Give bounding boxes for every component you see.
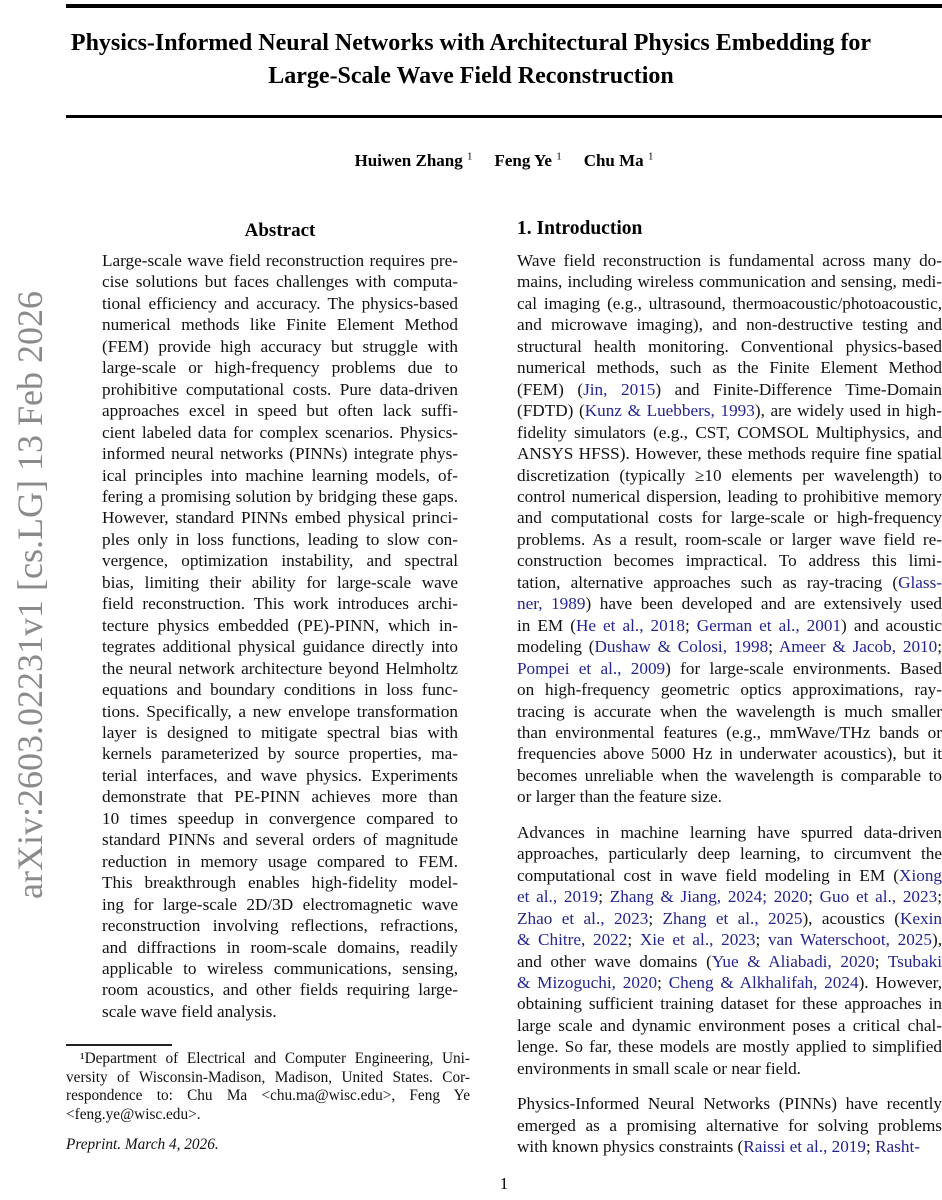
text-span: 10 times speedup in convergence compared to [102,808,458,828]
text-line [102,722,458,743]
text-span: respondence to: Chu Ma <chu.ma@wisc.edu>, Feng Ye [66,1087,470,1105]
text-span: on high-frequency geometric optics approximations, ray- [517,680,942,700]
text-span: ; [627,930,640,950]
text-line [517,865,942,886]
text-line [102,250,458,271]
text-line [517,615,942,636]
text-line [102,701,458,722]
text-line [517,465,942,486]
citation-link[interactable]: Kunz & Luebbers, 1993 [584,401,755,421]
text-line [517,743,942,764]
text-line [517,250,942,271]
text-line [102,314,458,335]
text-span: computational cost in wave field modeling in EM ( [517,865,900,885]
text-line [517,400,942,421]
text-span: cal imaging (e.g., ultrasound, thermoacoustic/photoacoustic, [517,293,942,313]
text-line [102,486,458,507]
text-line [517,636,942,657]
text-span: ing for large-scale 2D/3D electromagnetic wave [102,894,458,914]
text-line [102,422,458,443]
text-span: numerical methods, such as the Finite Element Method [517,358,942,378]
affiliation-mark: 1 [647,150,654,162]
text-line [517,658,942,679]
text-span: ; [648,908,663,928]
citation-link[interactable]: Zhang et al., 2025 [662,908,803,928]
text-line [517,951,942,972]
text-span: (FEM) provide high accuracy but struggle with [102,336,458,356]
text-line [102,829,458,850]
text-line [102,465,458,486]
paper-title [33,27,909,93]
text-line [517,972,942,993]
citation-link[interactable]: & Mizoguchi, 2020 [517,972,658,992]
citation-link[interactable]: Xie et al., 2023 [639,930,756,950]
text-line [517,1115,942,1136]
footnote-rule [66,1044,172,1046]
text-line [102,658,458,679]
text-span: ical principles into machine learning models, of- [102,465,458,485]
text-line [102,336,458,357]
text-line [517,908,942,929]
text-span: reduction in memory usage compared to FEM. [102,851,458,871]
text-span: However, standard PINNs embed physical princi- [102,508,458,528]
page-number: 1 [499,1174,509,1193]
text-line [517,701,942,722]
text-span: bias, limiting their ability for large-scale wave [102,572,458,592]
text-span: in EM ( [517,615,576,635]
text-span: room acoustics, and other fields requiring large- [102,980,458,1000]
text-span: prohibitive computational costs. Pure data-driven [102,379,458,399]
text-line [102,894,458,915]
text-span: Large-scale wave field reconstruction requires pre- [102,251,458,270]
text-span: ; [598,887,610,907]
text-span: Physics-Informed Neural Networks (PINNs) have recently [517,1094,942,1114]
introduction-body [517,250,942,1158]
text-line [517,486,942,507]
text-line [66,1069,470,1088]
text-span: applicable to wireless communications, sensing, [102,958,458,978]
text-span: <feng.ye@wisc.edu>. [66,1105,201,1123]
text-line [517,843,942,864]
text-span: field reconstruction. This work introduces archi- [102,594,458,614]
text-span: approaches excel in speed but often lack suffi- [102,401,458,421]
text-line [517,765,942,786]
paper-title-line2: Large-Scale Wave Field Reconstruction [268,63,674,89]
text-span: ; [657,972,669,992]
text-line [102,593,458,614]
text-span: kernels parameterized by source properties, ma- [102,744,458,764]
citation-link[interactable]: Tsubaki [887,951,942,971]
text-line [102,743,458,764]
text-span: and other wave domains ( [517,951,712,971]
text-line [517,550,942,571]
text-span: ), acoustics ( [802,908,900,928]
author-list [66,150,942,171]
text-span: ; [684,615,697,635]
text-line [517,1136,942,1157]
text-line [517,1093,942,1114]
citation-link[interactable]: He et al., 2018 [575,615,685,635]
citation-link[interactable]: Zhang & Jiang, 2024; 2020 [609,887,809,907]
text-span: obtaining sufficient training dataset for these approaches in [517,994,942,1014]
text-span: ; [937,887,942,907]
text-span: tegrates additional physical guidance directly into [102,637,458,657]
citation-link[interactable]: Pompei et al., 2009 [517,658,666,678]
text-line [102,293,458,314]
text-line [517,886,942,907]
text-span: large-scale or high-frequency problems due to [102,358,458,378]
text-span: discretization (typically ≥10 elements per wavelength) to [517,465,942,485]
text-line [102,507,458,528]
text-span: lenge. So far, these models are mostly applied to simplified [517,1037,942,1057]
text-span: (FDTD) ( [517,401,585,421]
text-line [102,572,458,593]
text-line [102,786,458,807]
text-span: environments in small scale or near field. [517,1058,801,1078]
text-line [517,314,942,335]
citation-link[interactable]: Glass- [898,572,942,592]
text-span: layer is designed to mitigate spectral bias with [102,722,458,742]
text-line [102,379,458,400]
text-span: versity of Wisconsin-Madison, Madison, United States. Cor- [66,1068,470,1086]
top-rule [66,4,942,8]
text-line [102,979,458,1000]
text-span: ), are widely used in high- [754,401,942,421]
text-line [102,529,458,550]
text-span: reconstruction involving reflections, refractions, [102,916,458,936]
author-name: Chu Ma $^1$ [583,150,654,170]
text-span: fering a promising solution by bridging these gaps. [102,486,458,506]
text-span: ; [808,887,820,907]
text-line [517,271,942,292]
paragraph [517,1093,942,1157]
text-span: structural health monitoring. Conventional physics-based [517,336,942,356]
text-span: and microwave imaging), and non-destructive testing and [517,315,942,335]
text-span: demonstrate that PE-PINN achieves more than [102,787,458,807]
text-span: tional efficiency and accuracy. The physics-based [102,293,458,313]
text-span: or larger than the feature size. [517,787,722,807]
text-line [517,507,942,528]
citation-link[interactable]: ner, 1989 [517,594,586,614]
citation-link[interactable]: Dushaw & Colosi, 1998 [594,637,769,657]
text-span: problems. As a result, room-scale or larger wave field re- [517,529,942,549]
text-span: and computational costs for large-scale or high-frequency [517,508,942,528]
text-line [102,636,458,657]
text-line [102,443,458,464]
text-span: ples only in loss functions, leading to slow con- [102,529,458,549]
text-span: frequencies above 5000 Hz in underwater acoustics), but it [517,744,942,764]
text-line [102,400,458,421]
text-span: ; [866,1137,876,1157]
text-span: ) and acoustic [841,615,942,635]
arxiv-watermark: arXiv:2603.02231v1 [cs.LG] 13 Feb 2026 [10,291,50,899]
text-span: tation, alternative approaches such as ray-tracing ( [517,572,899,592]
text-span: cise solutions but faces challenges with computa- [102,272,458,292]
text-line [517,379,942,400]
text-line [517,529,942,550]
text-span: cient labeled data for complex scenarios. Physics- [102,422,458,442]
paragraph [517,250,942,808]
text-line [517,1015,942,1036]
text-line [102,851,458,872]
citation-link[interactable]: van Waterschoot, 2025 [767,930,932,950]
text-line [517,293,942,314]
text-span: the neural network architecture beyond Helmholtz [102,658,458,678]
text-line [102,937,458,958]
text-span: informed neural networks (PINNs) integrate phys- [102,444,458,464]
text-span: construction becomes impractical. To address this limi- [517,551,942,571]
paper-title-line1: Physics-Informed Neural Networks with Architectural Physics Embedding for [70,30,872,56]
abstract-body [102,250,458,1022]
text-line [102,808,458,829]
text-span: ; [874,951,888,971]
text-span: standard PINNs and several orders of magnitude [102,830,458,850]
text-line [102,357,458,378]
citation-link[interactable]: Ameer & Jacob, 2010 [778,637,938,657]
text-span: ), [931,930,942,950]
text-span: tions. Specifically, a new envelope transformation [102,701,458,721]
author-name: Feng Ye $^1$ [494,150,562,170]
text-line [517,679,942,700]
text-span: terial interfaces, and wave physics. Experiments [102,765,458,785]
text-line [517,786,942,807]
text-span: ANSYS HFSS). However, these methods require fine spatial [517,444,942,464]
text-line [517,929,942,950]
text-span: ; [755,930,768,950]
text-span: scale wave field analysis. [102,1001,277,1021]
text-line [517,336,942,357]
citation-link[interactable]: Raissi et al., 2019 [743,1137,866,1157]
citation-link[interactable]: Rasht- [875,1137,920,1157]
citation-link[interactable]: Xiong [899,865,942,885]
text-span: ) and Finite-Difference Time-Domain [655,379,942,399]
text-line [517,1036,942,1057]
text-line [517,1058,942,1079]
text-span: approaches, particularly deep learning, to circumvent the [517,844,942,864]
text-line [517,993,942,1014]
text-line [517,422,942,443]
section-heading-introduction: 1. Introduction [517,218,643,239]
text-line [102,679,458,700]
text-span: vergence, optimization instability, and spectral [102,551,458,571]
text-span: with known physics constraints ( [517,1137,744,1157]
text-span: equations and boundary conditions in loss func- [102,680,458,700]
text-span: This breakthrough enables high-fidelity model- [102,873,458,893]
citation-link[interactable]: Cheng & Alkhalifah, 2024 [668,972,859,992]
text-line [102,872,458,893]
text-span: and diffractions in room-scale domains, readily [102,937,458,957]
text-span: ). However, [858,972,942,992]
text-span: ) for large-scale environments. Based [665,658,942,678]
text-span: becomes unreliable when the wavelength is comparable to [517,765,942,785]
text-span: fidelity simulators (e.g., CST, COMSOL Multiphysics, and [517,422,942,442]
text-span: modeling ( [517,637,595,657]
footnote [66,1050,470,1124]
text-span: ; [937,637,942,657]
citation-link[interactable]: Guo et al., 2023 [819,887,938,907]
text-span: ¹Department of Electrical and Computer Engineering, Uni- [80,1050,470,1067]
citation-link[interactable]: et al., 2019 [517,887,599,907]
text-span: mains, including wireless communication and sensing, medi- [517,272,942,292]
text-line [66,1106,470,1125]
text-line [102,958,458,979]
text-line [517,443,942,464]
mid-rule [66,115,942,118]
citation-link[interactable]: Kexin [900,908,942,928]
text-span: than environmental features (e.g., mmWave/THz bands or [517,722,942,742]
text-span: (FEM) ( [517,379,584,399]
text-span: tecture physics embedded (PE)-PINN, which in- [102,615,458,635]
text-line [102,550,458,571]
text-line [517,822,942,843]
text-span: emerged as a promising alternative for solving problems [517,1115,942,1135]
affiliation-mark: 1 [556,150,562,162]
text-span: ) have been developed and are extensively used [585,594,942,614]
text-line [102,915,458,936]
citation-link[interactable]: Jin, 2015 [583,379,656,399]
text-line [517,572,942,593]
text-span: tracing is accurate when the wavelength is much smaller [517,701,942,721]
text-span: numerical methods like Finite Element Method [102,315,458,335]
text-line [66,1087,470,1106]
text-span: large scale and dynamic environment poses a critical chal- [517,1015,942,1035]
text-line [517,722,942,743]
paragraph [517,822,942,1079]
abstract-heading: Abstract [244,220,316,241]
preprint-note: Preprint. March 4, 2026. [66,1136,219,1153]
citation-link[interactable]: Zhao et al., 2023 [517,908,649,928]
text-line [102,271,458,292]
text-line [102,765,458,786]
text-span: control numerical dispersion, leading to prohibitive memory [517,486,942,506]
citation-link[interactable]: German et al., 2001 [696,615,842,635]
citation-link[interactable]: Yue & Aliabadi, 2020 [711,951,875,971]
author-name: Huiwen Zhang $^1$ [354,150,473,170]
text-span: Wave field reconstruction is fundamental across many do- [517,251,942,270]
text-line [517,593,942,614]
text-line [102,1001,458,1022]
text-line [517,357,942,378]
citation-link[interactable]: & Chitre, 2022 [517,930,628,950]
affiliation-mark: 1 [467,150,473,162]
text-span: Advances in machine learning have spurred data-driven [517,822,942,842]
text-span: ; [768,637,779,657]
text-line [102,615,458,636]
text-line [66,1050,470,1069]
